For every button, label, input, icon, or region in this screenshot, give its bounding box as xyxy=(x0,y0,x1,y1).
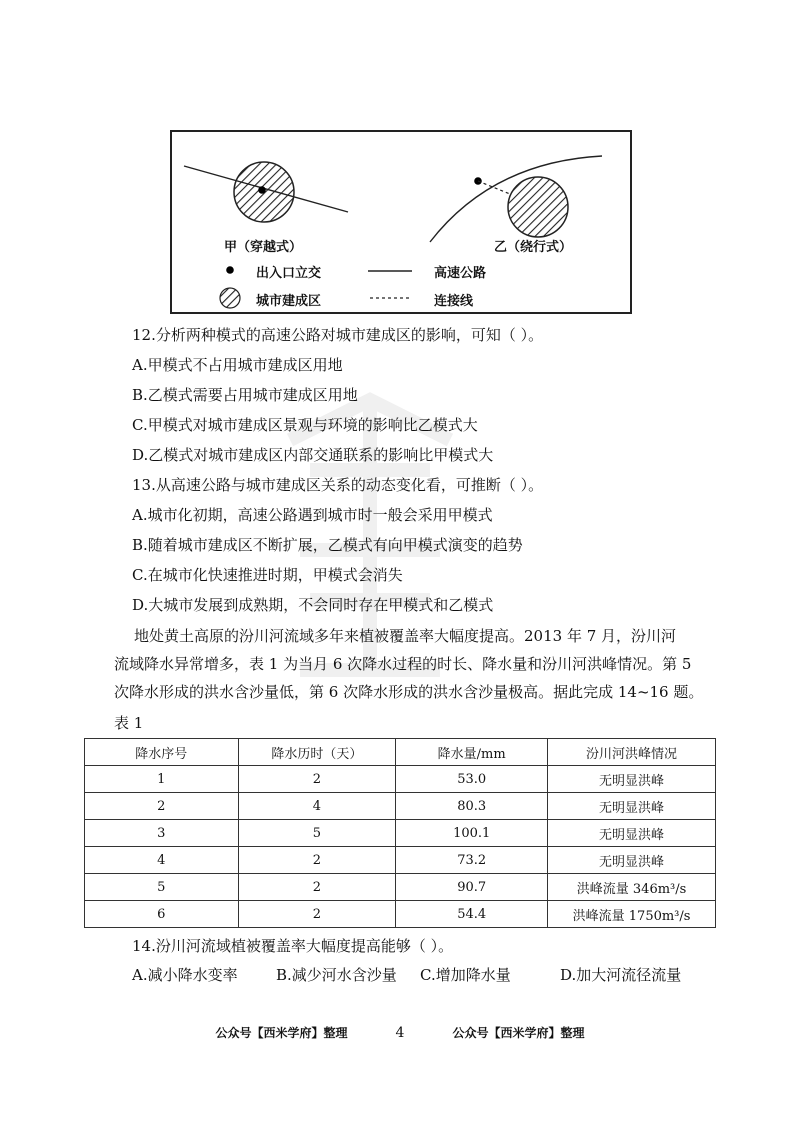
cell: 洪峰流量 1750m³/s xyxy=(548,901,716,928)
q12-option-c: C.甲模式对城市建成区景观与环境的影响比乙模式大 xyxy=(132,416,478,434)
legend-urban-area-swatch xyxy=(220,288,240,308)
q14-stem: 14.汾川河流域植被覆盖率大幅度提高能够（ ）。 xyxy=(132,937,454,955)
q12-option-d: D.乙模式对城市建成区内部交通联系的影响比甲模式大 xyxy=(132,446,494,464)
passage xyxy=(114,622,714,706)
cell: 80.3 xyxy=(396,793,548,820)
table-row xyxy=(85,766,716,793)
q13-option-d: D.大城市发展到成熟期，不会同时存在甲模式和乙模式 xyxy=(132,596,494,614)
footer-right-credit: 公众号【西米学府】整理 xyxy=(452,1026,585,1040)
cell: 5 xyxy=(85,874,239,901)
page-number: 4 xyxy=(395,1025,405,1041)
legend-interchange-dot xyxy=(226,266,234,274)
table-row xyxy=(85,847,716,874)
legend-connector-label: 连接线 xyxy=(434,294,474,309)
header-seq: 降水序号 xyxy=(85,739,239,766)
table-row xyxy=(85,820,716,847)
cell: 洪峰流量 346m³/s xyxy=(548,874,716,901)
label-jia: 甲（穿越式） xyxy=(224,240,303,255)
table-row xyxy=(85,874,716,901)
footer-left-credit: 公众号【西米学府】整理 xyxy=(215,1026,348,1040)
q13-option-a: A.城市化初期，高速公路遇到城市时一般会采用甲模式 xyxy=(132,506,493,524)
cell: 2 xyxy=(85,793,239,820)
cell: 2 xyxy=(238,847,396,874)
passage-line-2: 流域降水异常增多，表 1 为当月 6 次降水过程的时长、降水量和汾川河洪峰情况。第 5 xyxy=(114,655,692,673)
cell: 4 xyxy=(238,793,396,820)
header-flood: 汾川河洪峰情况 xyxy=(548,739,716,766)
table-caption: 表 1 xyxy=(114,714,144,732)
highway-mode-figure xyxy=(170,130,632,314)
cell: 54.4 xyxy=(396,901,548,928)
cell: 无明显洪峰 xyxy=(548,820,716,847)
label-yi: 乙（绕行式） xyxy=(494,240,573,255)
cell: 6 xyxy=(85,901,239,928)
jia-interchange xyxy=(258,186,266,194)
yi-urban-area xyxy=(508,177,568,237)
cell: 3 xyxy=(85,820,239,847)
cell: 73.2 xyxy=(396,847,548,874)
q13-option-c: C.在城市化快速推进时期，甲模式会消失 xyxy=(132,566,403,584)
cell: 90.7 xyxy=(396,874,548,901)
figure-diagram xyxy=(172,132,634,316)
page-footer xyxy=(0,1024,800,1041)
passage-line-3: 次降水形成的洪水含沙量低，第 6 次降水形成的洪水含沙量极高。据此完成 14~16 题。 xyxy=(114,683,704,701)
cell: 100.1 xyxy=(396,820,548,847)
cell: 无明显洪峰 xyxy=(548,766,716,793)
cell: 无明显洪峰 xyxy=(548,847,716,874)
cell: 2 xyxy=(238,766,396,793)
cell: 无明显洪峰 xyxy=(548,793,716,820)
precipitation-table xyxy=(84,738,716,928)
q14-option-b: B.减少河水含沙量 xyxy=(276,966,397,984)
passage-line-1: 地处黄土高原的汾川河流域多年来植被覆盖率大幅度提高。2013 年 7 月，汾川河 xyxy=(134,627,677,645)
cell: 2 xyxy=(238,874,396,901)
q13-option-b: B.随着城市建成区不断扩展，乙模式有向甲模式演变的趋势 xyxy=(132,536,523,554)
q14-option-a: A.减小降水变率 xyxy=(132,966,238,984)
header-amount: 降水量/mm xyxy=(396,739,548,766)
legend-urban-area-label: 城市建成区 xyxy=(256,294,322,309)
q12-option-a: A.甲模式不占用城市建成区用地 xyxy=(132,356,343,374)
q13-stem: 13.从高速公路与城市建成区关系的动态变化看，可推断（ ）。 xyxy=(132,476,544,494)
cell: 2 xyxy=(238,901,396,928)
q14-option-c: C.增加降水量 xyxy=(420,966,511,984)
cell: 53.0 xyxy=(396,766,548,793)
table-row xyxy=(85,793,716,820)
legend-highway-label: 高速公路 xyxy=(434,266,487,281)
legend-interchange-label: 出入口立交 xyxy=(256,266,322,281)
table-row xyxy=(85,901,716,928)
q14-options xyxy=(132,964,681,985)
header-duration: 降水历时（天） xyxy=(238,739,396,766)
cell: 4 xyxy=(85,847,239,874)
table-header-row xyxy=(85,739,716,766)
cell: 1 xyxy=(85,766,239,793)
q12-option-b: B.乙模式需要占用城市建成区用地 xyxy=(132,386,358,404)
q12-stem: 12.分析两种模式的高速公路对城市建成区的影响，可知（ ）。 xyxy=(132,326,544,344)
q14-option-d: D.加大河流径流量 xyxy=(560,966,682,984)
cell: 5 xyxy=(238,820,396,847)
